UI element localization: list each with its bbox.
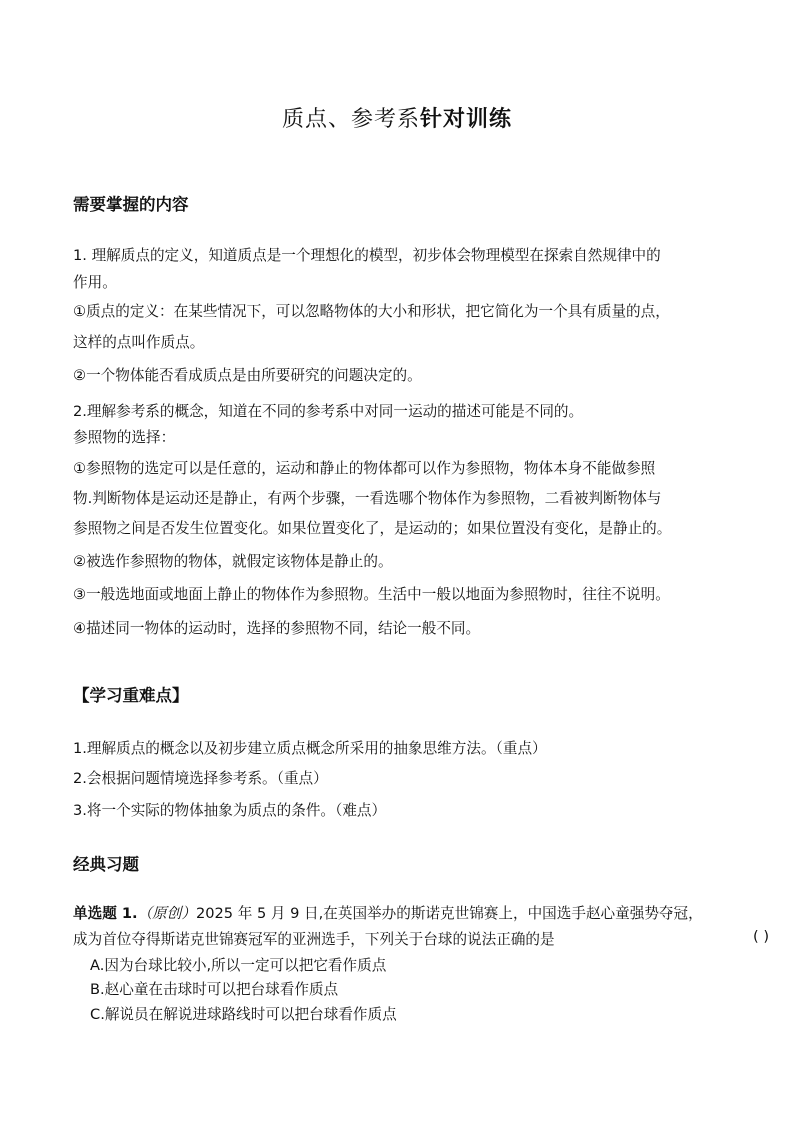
question1-line1: [73, 902, 703, 923]
section-heading-exercises: 经典习题: [73, 855, 139, 874]
question1-text: 2025 年 5 月 9 日,在英国举办的斯诺克世锦赛上，中国选手赵心童强势夺冠，: [195, 905, 703, 922]
title-normal: 质点、参考系: [281, 107, 420, 132]
question1-line2: [73, 928, 770, 949]
question1-tag: （原创）: [137, 905, 196, 922]
page-title: [0, 102, 794, 133]
option-b: B.赵心童在击球时可以把台球看作质点: [90, 981, 339, 998]
ref-point1-line2: 物.判断物体是运动还是静止，有两个步骤，一看选哪个物体作为参照物，二看被判断物体与: [73, 490, 662, 507]
question1-text2: 成为首位夺得斯诺克世锦赛冠军的亚洲选手，下列关于台球的说法正确的是: [73, 931, 555, 948]
ref-point4: ④描述同一物体的运动时，选择的参照物不同，结论一般不同。: [73, 620, 481, 637]
ref-point1-line3: 参照物之间是否发生位置变化。如果位置变化了，是运动的；如果位置没有变化，是静止的。: [73, 520, 672, 537]
item1-line1: 1. 理解质点的定义，知道质点是一个理想化的模型，初步体会物理模型在探索自然规律中的: [73, 247, 661, 264]
option-a: A.因为台球比较小,所以一定可以把它看作质点: [90, 957, 387, 974]
option-c: C.解说员在解说进球路线时可以把台球看作质点: [90, 1006, 397, 1023]
section-heading-content: 需要掌握的内容: [73, 195, 189, 214]
item1-line2: 作用。: [73, 274, 117, 291]
section-heading-key-points: 【学习重难点】: [73, 686, 189, 705]
point2: ②一个物体能否看成质点是由所要研究的问题决定的。: [73, 367, 422, 384]
ref-point1-line1: ①参照物的选定可以是任意的，运动和静止的物体都可以作为参照物，物体本身不能做参照: [73, 460, 656, 477]
point1-line1: ①质点的定义：在某些情况下，可以忽略物体的大小和形状，把它简化为一个具有质量的点，: [73, 303, 670, 320]
key-point3: 3.将一个实际的物体抽象为质点的条件。（难点）: [73, 802, 387, 819]
key-point1: 1.理解质点的概念以及初步建立质点概念所采用的抽象思维方法。（重点）: [73, 740, 547, 757]
question1-label: 单选题 1.: [73, 905, 138, 922]
reference-label: 参照物的选择：: [73, 429, 176, 446]
ref-point2: ②被选作参照物的物体，就假定该物体是静止的。: [73, 553, 393, 570]
ref-point3: ③一般选地面或地面上静止的物体作为参照物。生活中一般以地面为参照物时，往往不说明。: [73, 586, 670, 603]
title-bold: 针对训练: [420, 106, 513, 132]
key-point2: 2.会根据问题情境选择参考系。（重点）: [73, 770, 328, 787]
point1-line2: 这样的点叫作质点。: [73, 334, 205, 351]
item2: 2.理解参考系的概念，知道在不同的参考系中对同一运动的描述可能是不同的。: [73, 403, 584, 420]
answer-bracket: ( ): [753, 928, 770, 945]
